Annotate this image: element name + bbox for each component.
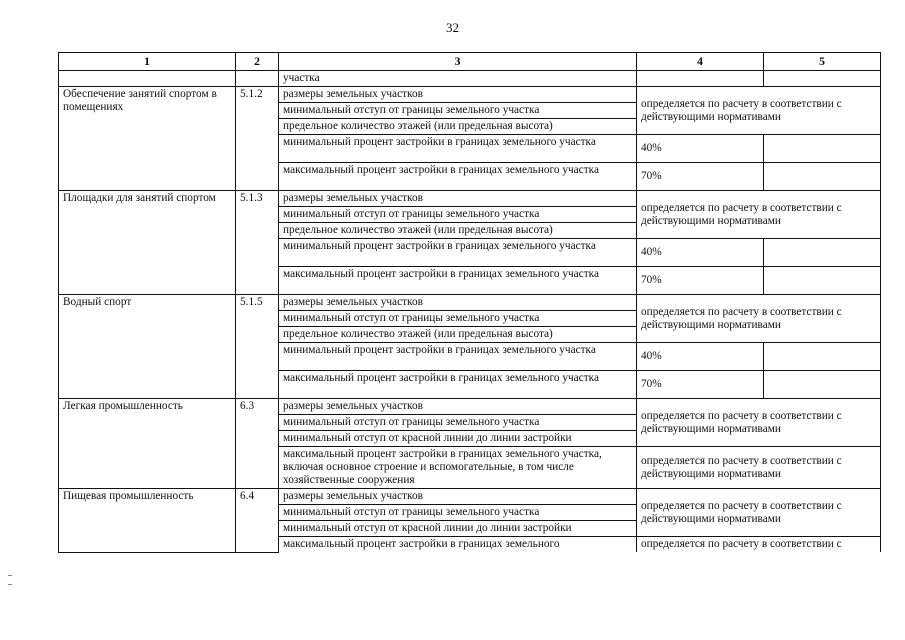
extra-cell [764,163,881,191]
value-cell: 40% [637,343,764,371]
extra-cell [764,267,881,295]
param-cell: максимальный процент застройки в границах земельного участка [279,371,637,399]
scan-mark [8,575,12,576]
scan-mark [8,584,12,585]
value-cell: определяется по расчету в соответствии с действующими нормативами [637,447,881,489]
table-row [59,191,881,207]
value-cell: 70% [637,371,764,399]
value-cell: 70% [637,267,764,295]
param-cell: размеры земельных участков [279,295,637,311]
use-code-cell: 6.4 [236,489,279,553]
param-cell: предельное количество этажей (или предельная высота) [279,223,637,239]
page-number: 32 [446,20,459,35]
value-cell: определяется по расчету в соответствии с действующими нормативами [637,399,881,447]
param-cell: минимальный отступ от границы земельного участка [279,415,637,431]
param-cell: минимальный отступ от красной линии до линии застройки [279,431,637,447]
table-row [59,71,881,87]
param-cell: минимальный отступ от границы земельного участка [279,103,637,119]
param-cell: минимальный отступ от красной линии до линии застройки [279,521,637,537]
param-cell: максимальный процент застройки в границах земельного участка, включая основное строение и вспомогательные, в том числе хозяйственные сооружения [279,447,637,489]
param-cell: минимальный процент застройки в границах земельного участка [279,239,637,267]
param-cell: размеры земельных участков [279,191,637,207]
extra-cell [764,343,881,371]
extra-cell [764,135,881,163]
use-name-cell: Площадки для занятий спортом [59,191,236,295]
column-header-1: 1 [59,53,236,71]
use-code-cell: 5.1.3 [236,191,279,295]
value-cell: определяется по расчету в соответствии с действующими нормативами [637,295,881,343]
param-cell: размеры земельных участков [279,399,637,415]
extra-cell [764,371,881,399]
param-cell: минимальный процент застройки в границах земельного участка [279,135,637,163]
value-cell: определяется по расчету в соответствии с действующими нормативами [637,489,881,537]
value-cell: 40% [637,239,764,267]
use-name-cell: Обеспечение занятий спортом в помещениях [59,87,236,191]
use-code-cell: 5.1.5 [236,295,279,399]
value-cell: 40% [637,135,764,163]
param-cell: размеры земельных участков [279,489,637,505]
table-row [59,87,881,103]
param-cell: минимальный отступ от границы земельного участка [279,311,637,327]
use-code-cell: 5.1.2 [236,87,279,191]
table-header-row [59,53,881,71]
value-cell: определяется по расчету в соответствии с [637,537,881,553]
table-row [59,295,881,311]
use-code-cell: 6.3 [236,399,279,489]
param-cell: минимальный процент застройки в границах земельного участка [279,343,637,371]
column-header-4: 4 [637,53,764,71]
code-cell [236,71,279,87]
value-cell: определяется по расчету в соответствии с действующими нормативами [637,87,881,135]
param-cell: минимальный отступ от границы земельного участка [279,207,637,223]
regulations-table [58,52,881,553]
column-header-3: 3 [279,53,637,71]
param-cell: размеры земельных участков [279,87,637,103]
value-cell: определяется по расчету в соответствии с действующими нормативами [637,191,881,239]
column-header-5: 5 [764,53,881,71]
use-name-cell: Пищевая промышленность [59,489,236,553]
value-cell: 70% [637,163,764,191]
param-cell: максимальный процент застройки в границах земельного участка [279,267,637,295]
param-cell: минимальный отступ от границы земельного участка [279,505,637,521]
param-cell: участка [279,71,637,87]
name-cell [59,71,236,87]
extra-cell [764,239,881,267]
param-cell: максимальный процент застройки в границах земельного [279,537,637,553]
param-cell: предельное количество этажей (или предельная высота) [279,327,637,343]
extra-cell [764,71,881,87]
param-cell: максимальный процент застройки в границах земельного участка [279,163,637,191]
param-cell: предельное количество этажей (или предельная высота) [279,119,637,135]
table-row [59,489,881,505]
value-cell [637,71,764,87]
use-name-cell: Водный спорт [59,295,236,399]
column-header-2: 2 [236,53,279,71]
table-row [59,399,881,415]
use-name-cell: Легкая промышленность [59,399,236,489]
